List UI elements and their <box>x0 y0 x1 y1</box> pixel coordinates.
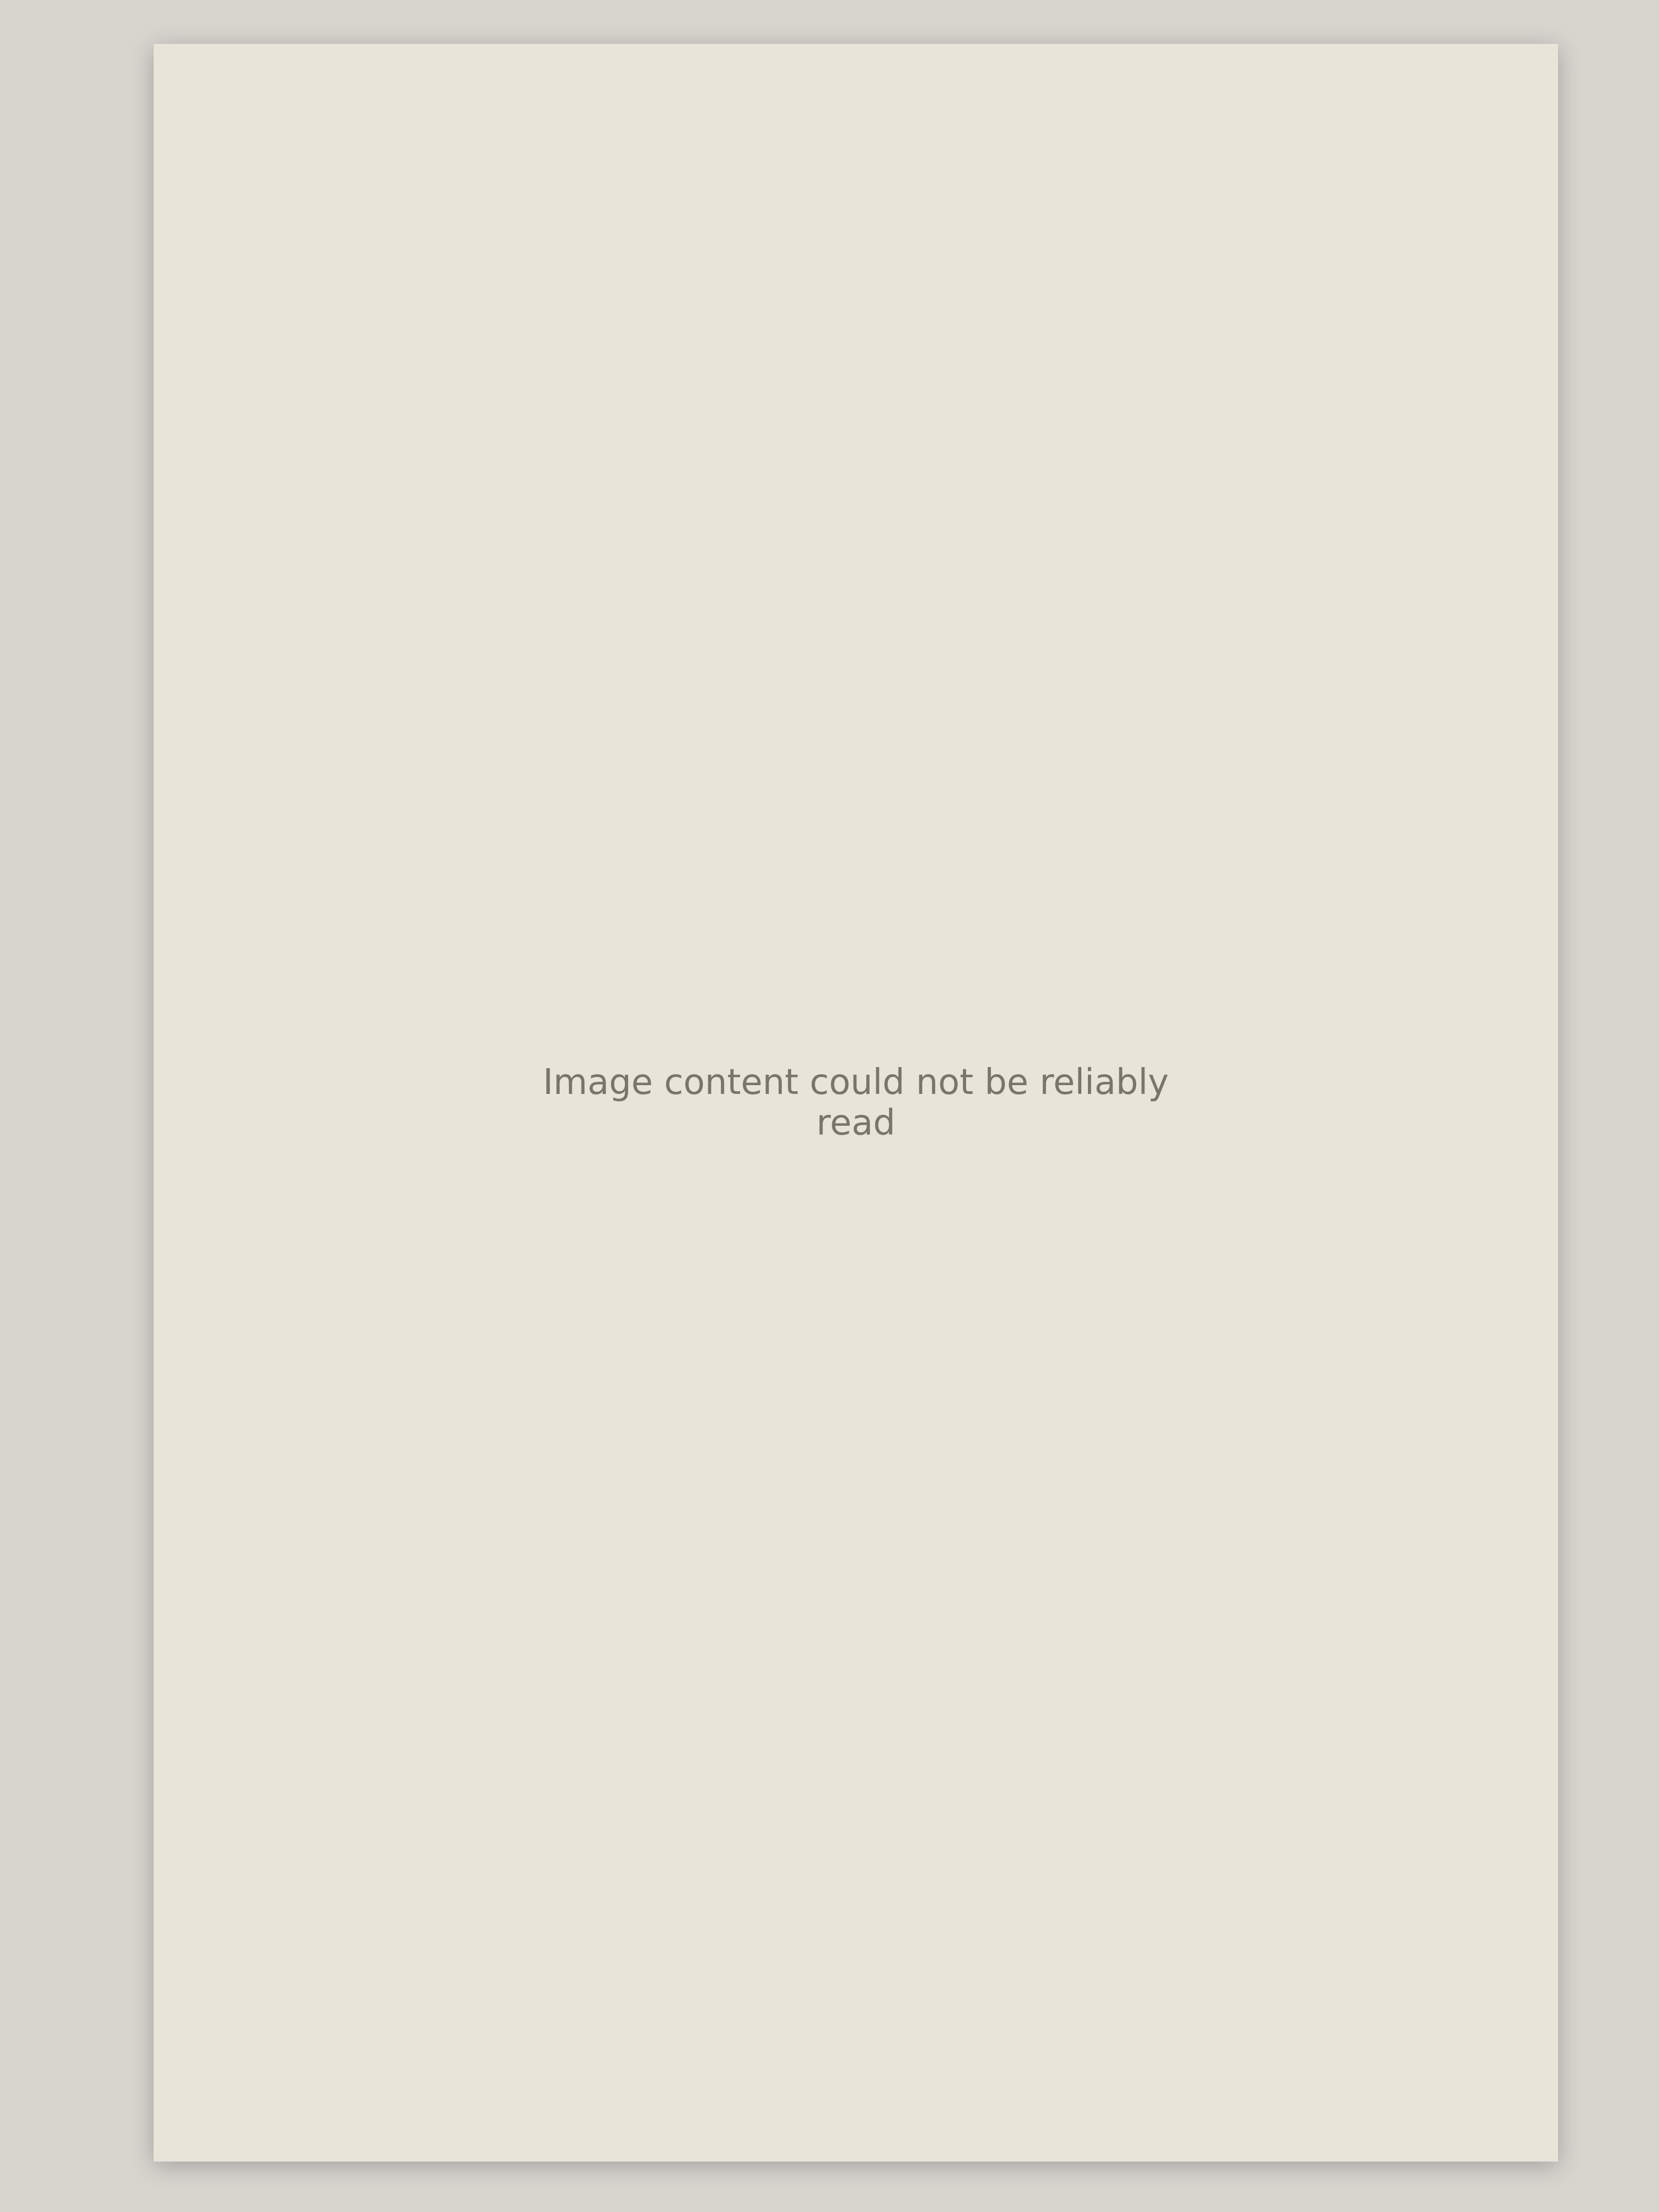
blank-sheet <box>154 44 1558 2162</box>
placeholder-message: Image content could not be reliably read <box>543 1062 1169 1143</box>
